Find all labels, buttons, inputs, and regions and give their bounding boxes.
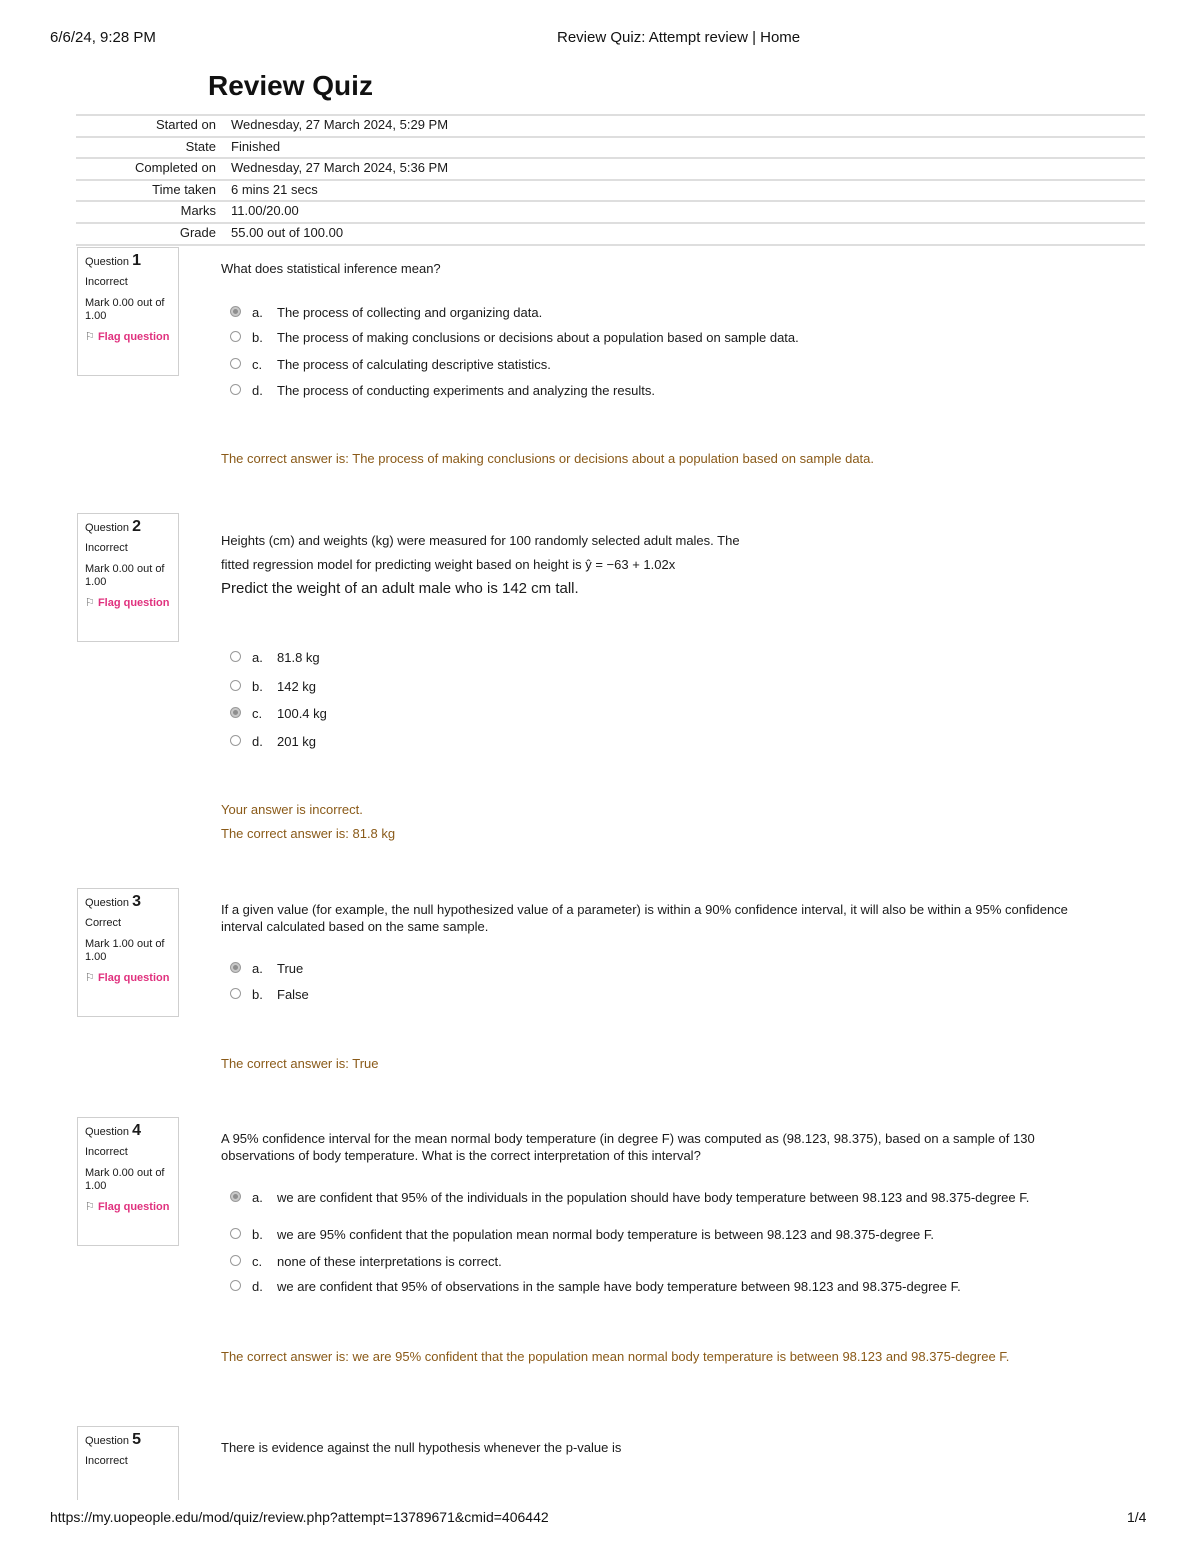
radio-button[interactable] [230, 680, 241, 691]
option-text: we are 95% confident that the population mean normal body temperature is between 98.123 and 98.375-degree F. [277, 1227, 934, 1242]
summary-key: Time taken [152, 181, 216, 197]
flag-icon: ⚐ [85, 331, 95, 343]
question-mark: Mark 0.00 out of 1.00 [85, 297, 165, 322]
question-number [85, 520, 171, 535]
option-text: True [277, 961, 304, 976]
radio-button[interactable] [230, 707, 241, 718]
option-text: 201 kg [277, 734, 317, 749]
option-letter: b. [252, 1227, 263, 1242]
option-letter: a. [252, 650, 263, 665]
question-label: Question [85, 1126, 130, 1138]
option-letter: d. [252, 1279, 263, 1294]
question-mark: Mark 0.00 out of 1.00 [85, 1167, 165, 1192]
radio-button[interactable] [230, 651, 241, 662]
flag-icon: ⚐ [85, 1201, 95, 1213]
question-number-value: 3 [132, 893, 141, 910]
answer-incorrect-feedback: Your answer is incorrect. [221, 802, 363, 817]
radio-button[interactable] [230, 1191, 241, 1202]
question-number [85, 254, 171, 269]
question-info-5 [77, 1426, 179, 1500]
option-text: we are confident that 95% of observations in the sample have body temperature between 98.123 and 98.375-degree F. [277, 1279, 961, 1294]
flag-question-link[interactable] [85, 1201, 171, 1214]
radio-button[interactable] [230, 331, 241, 342]
question-text: There is evidence against the null hypothesis whenever the p-value is [221, 1440, 622, 1455]
question-mark: Mark 1.00 out of 1.00 [85, 938, 165, 963]
summary-row-state [76, 136, 1145, 158]
question-info-1 [77, 247, 179, 376]
summary-value: 11.00/20.00 [231, 203, 299, 219]
option-letter: c. [252, 706, 263, 721]
correct-answer-feedback: The correct answer is: True [221, 1056, 379, 1071]
flag-question-label: Flag question [97, 331, 170, 343]
print-page-number: 1/4 [1127, 1509, 1147, 1525]
flag-question-link[interactable] [85, 597, 171, 610]
attempt-summary-table [76, 114, 1145, 246]
question-label: Question [85, 522, 130, 534]
flag-question-link[interactable] [85, 331, 171, 344]
option-letter: d. [252, 734, 263, 749]
summary-value: 55.00 out of 100.00 [231, 224, 344, 240]
radio-button[interactable] [230, 1280, 241, 1291]
question-number [85, 1433, 171, 1448]
summary-row-time-taken [76, 179, 1145, 201]
radio-button[interactable] [230, 1255, 241, 1266]
question-state: Incorrect [85, 542, 128, 554]
summary-value: Wednesday, 27 March 2024, 5:29 PM [231, 117, 449, 132]
question-mark: Mark 0.00 out of 1.00 [85, 563, 165, 588]
print-url: https://my.uopeople.edu/mod/quiz/review.php?attempt=13789671&cmid=406442 [50, 1509, 549, 1525]
question-info-2 [77, 513, 179, 642]
question-number-value: 4 [132, 1122, 141, 1139]
summary-row-grade [76, 222, 1145, 246]
question-text-line: Heights (cm) and weights (kg) were measured for 100 randomly selected adult males. The [221, 533, 740, 548]
question-text: What does statistical inference mean? [221, 261, 441, 276]
correct-answer-feedback: The correct answer is: we are 95% confident that the population mean normal body temperature is between 98.123 and 98.375-degree F. [221, 1349, 1010, 1364]
option-letter: a. [252, 961, 263, 976]
option-text: The process of calculating descriptive statistics. [277, 357, 551, 372]
option-text: False [277, 987, 309, 1002]
flag-icon: ⚐ [85, 597, 95, 609]
question-state: Correct [85, 917, 122, 929]
radio-button[interactable] [230, 306, 241, 317]
radio-button[interactable] [230, 384, 241, 395]
flag-question-label: Flag question [97, 1201, 170, 1213]
summary-key: Marks [180, 203, 216, 219]
option-text: 142 kg [277, 679, 317, 694]
summary-row-started [76, 114, 1145, 136]
option-text: none of these interpretations is correct. [277, 1254, 502, 1269]
question-text: A 95% confidence interval for the mean normal body temperature (in degree F) was computed as (98.123, 98.375), based on a sample of 130 observations of body temperature. What is the correct interpretation of this interval? [221, 1131, 1035, 1163]
radio-button[interactable] [230, 1228, 241, 1239]
summary-key: Completed on [135, 160, 216, 176]
summary-row-completed [76, 157, 1145, 179]
option-text: The process of collecting and organizing data. [277, 305, 543, 320]
question-number [85, 1124, 171, 1139]
summary-value: 6 mins 21 secs [231, 181, 318, 197]
question-state: Incorrect [85, 1455, 128, 1467]
question-info-4 [77, 1117, 179, 1246]
option-text: The process of making conclusions or decisions about a population based on sample data. [277, 330, 799, 345]
radio-button[interactable] [230, 358, 241, 369]
option-text: we are confident that 95% of the individuals in the population should have body temperature between 98.123 and 98.375-degree F. [277, 1190, 1030, 1205]
flag-icon: ⚐ [85, 972, 95, 984]
summary-key: State [185, 138, 216, 154]
print-datetime: 6/6/24, 9:28 PM [50, 29, 156, 46]
question-number-value: 2 [132, 518, 141, 535]
question-text: If a given value (for example, the null hypothesized value of a parameter) is within a 90% confidence interval, it will also be within a 95% confidence interval calculated based on the same sample. [221, 902, 1068, 934]
option-text: The process of conducting experiments and analyzing the results. [277, 383, 655, 398]
radio-button[interactable] [230, 735, 241, 746]
flag-question-link[interactable] [85, 972, 171, 985]
option-text: 100.4 kg [277, 706, 327, 721]
flag-question-label: Flag question [97, 597, 170, 609]
question-number-value: 5 [132, 1431, 141, 1448]
summary-value: Finished [231, 138, 281, 154]
question-label: Question [85, 1435, 130, 1447]
summary-key: Started on [156, 117, 216, 132]
option-letter: c. [252, 1254, 263, 1269]
summary-key: Grade [179, 224, 216, 240]
radio-button[interactable] [230, 962, 241, 973]
radio-button[interactable] [230, 988, 241, 999]
option-letter: b. [252, 987, 263, 1002]
question-label: Question [85, 256, 130, 268]
question-state: Incorrect [85, 276, 128, 288]
option-letter: c. [252, 357, 263, 372]
flag-question-label: Flag question [97, 972, 170, 984]
question-state: Incorrect [85, 1146, 128, 1158]
question-number-value: 1 [132, 252, 141, 269]
summary-row-marks [76, 200, 1145, 222]
option-letter: b. [252, 330, 263, 345]
question-text-line: fitted regression model for predicting weight based on height is ŷ = −63 + 1.02x [221, 557, 676, 572]
option-letter: a. [252, 1190, 263, 1205]
page-title: Review Quiz [208, 70, 373, 101]
correct-answer-feedback: The correct answer is: 81.8 kg [221, 826, 396, 841]
option-letter: b. [252, 679, 263, 694]
question-number [85, 895, 171, 910]
question-info-3 [77, 888, 179, 1017]
print-page-title: Review Quiz: Attempt review | Home [557, 29, 801, 46]
question-text-line: Predict the weight of an adult male who is 142 cm tall. [221, 580, 579, 597]
correct-answer-feedback: The correct answer is: The process of making conclusions or decisions about a population based on sample data. [221, 451, 875, 466]
option-text: 81.8 kg [277, 650, 320, 665]
option-letter: d. [252, 383, 263, 398]
option-letter: a. [252, 305, 263, 320]
summary-value: Wednesday, 27 March 2024, 5:36 PM [231, 160, 449, 176]
question-label: Question [85, 897, 130, 909]
